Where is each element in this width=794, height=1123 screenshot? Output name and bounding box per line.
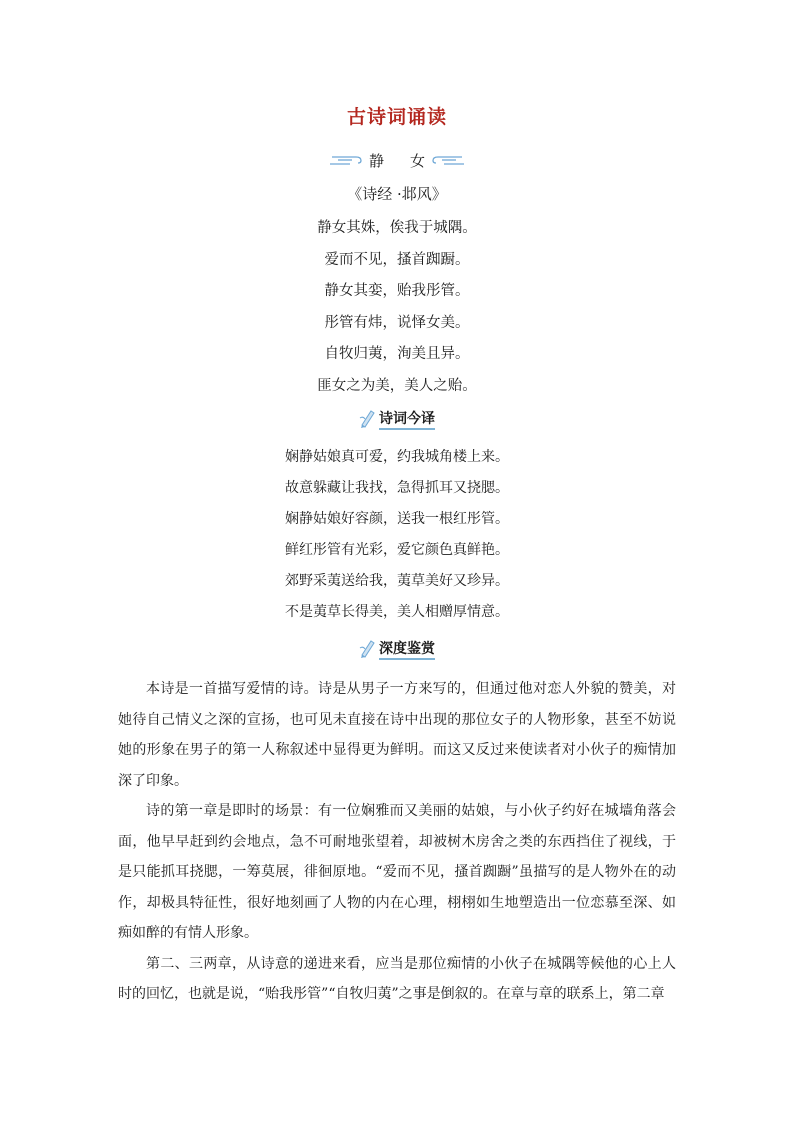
paragraph: 第二、三两章，从诗意的递进来看，应当是那位痴情的小伙子在城隅等候他的心上人时的回忆，也就是说，“贻我彤管”“自牧归荑”之事是倒叙的。在章与章的联系上，第二章 bbox=[118, 955, 676, 1002]
poem-title bbox=[0, 150, 794, 172]
translation-line: 不是荑草长得美，美人相赠厚情意。 bbox=[285, 604, 509, 620]
pen-icon bbox=[359, 638, 377, 658]
page-title: 古诗词诵读 bbox=[346, 106, 447, 128]
poem-line: 自牧归荑，洵美且异。 bbox=[324, 346, 470, 362]
translation-line: 娴静姑娘真可爱，约我城角楼上来。 bbox=[285, 449, 509, 465]
poem-title-char-1: 静 bbox=[368, 152, 384, 170]
paragraph: 本诗是一首描写爱情的诗。诗是从男子一方来写的，但通过他对恋人外貌的赞美，对她待自己情义之深的宣扬，也可见未直接在诗中出现的那位女子的人物形象，甚至不妨说她的形象在男子的第一人称叙述中显得更为鲜明。而这又反过来使读者对小伙子的痴情加深了印象。 bbox=[118, 681, 676, 789]
cloud-decoration-right-icon bbox=[428, 153, 464, 167]
appreciation-body bbox=[118, 674, 676, 1010]
poem-line: 静女其姝，俟我于城隅。 bbox=[317, 220, 477, 236]
paragraph: 诗的第一章是即时的场景：有一位娴雅而又美丽的姑娘，与小伙子约好在城墙角落会面，他早早赶到约会地点，急不可耐地张望着，却被树木房舍之类的东西挡住了视线，于是只能抓耳挠腮，一筹莫展，徘徊原地。“爱而不见，搔首踟蹰”虽描写的是人物外在的动作，却极具特征性，很好地刻画了人物的内在心理，栩栩如生地塑造出一位恋慕至深、如痴如醉的有情人形象。 bbox=[118, 803, 676, 941]
poem-title-char-2: 女 bbox=[410, 152, 426, 170]
translation-line: 鲜红彤管有光彩，爱它颜色真鲜艳。 bbox=[285, 542, 509, 558]
translation-heading-label: 诗词今译 bbox=[379, 411, 435, 430]
translation-line: 娴静姑娘好容颜，送我一根红彤管。 bbox=[285, 511, 509, 527]
translation-line: 故意躲藏让我找，急得抓耳又挠腮。 bbox=[285, 480, 509, 496]
poem-line: 匪女之为美，美人之贻。 bbox=[317, 377, 477, 394]
pen-icon bbox=[359, 408, 377, 428]
poem-line: 彤管有炜，说怿女美。 bbox=[324, 314, 470, 331]
translation-body bbox=[0, 442, 794, 628]
translation-line: 郊野采荑送给我，荑草美好又珍异。 bbox=[285, 573, 509, 589]
translation-heading bbox=[0, 408, 794, 432]
appreciation-heading bbox=[0, 638, 794, 662]
poem-body bbox=[0, 213, 794, 402]
appreciation-heading-label: 深度鉴赏 bbox=[379, 641, 435, 660]
poem-title-row bbox=[0, 150, 794, 172]
poem-line: 静女其娈，贻我彤管。 bbox=[324, 283, 470, 299]
poem-source: 《诗经 ·邶风》 bbox=[347, 185, 447, 203]
poem-line: 爱而不见，搔首踟蹰。 bbox=[324, 251, 470, 268]
